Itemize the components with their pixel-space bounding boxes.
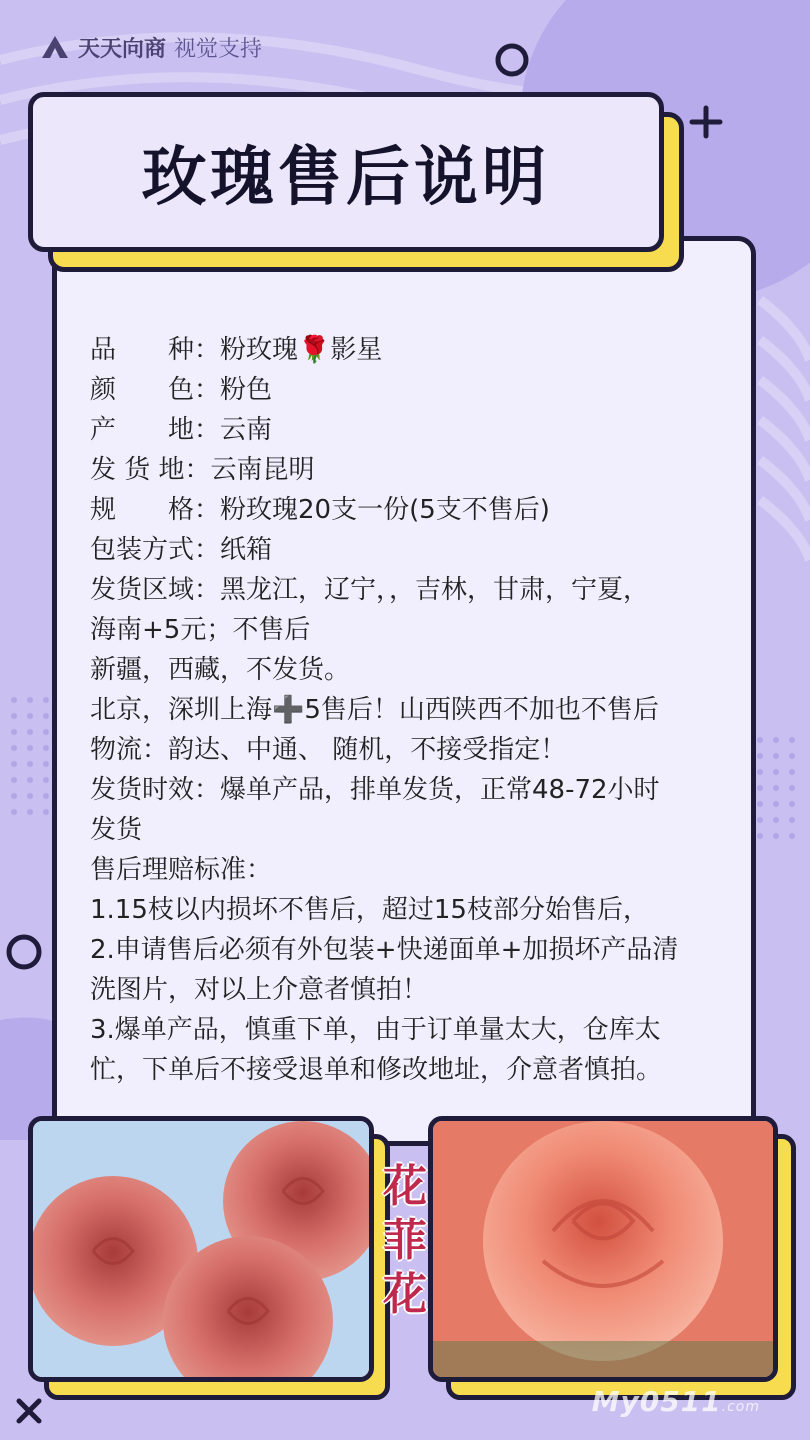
shop-name-label: 花菲花 bbox=[383, 1161, 427, 1320]
page-title: 玫瑰售后说明 bbox=[142, 141, 550, 215]
claim-rule-2: 2.申请售后必须有外包装+快递面单+加损坏产品清 bbox=[90, 935, 679, 965]
watermark bbox=[592, 1385, 760, 1418]
claim-rule-2-cont: 洗图片，对以上介意者慎拍！ bbox=[90, 975, 429, 1005]
claim-rule-3: 3.爆单产品，慎重下单，由于订单量太大，仓库太 bbox=[90, 1015, 661, 1045]
shipping-area: 发货区域：黑龙江，辽宁，，吉林，甘肃，宁夏， bbox=[90, 575, 650, 605]
close-icon bbox=[14, 1396, 44, 1426]
watermark-sub: .com bbox=[721, 1399, 760, 1415]
spec-origin: 产 地：云南 bbox=[90, 415, 273, 445]
brand-suffix: 视觉支持 bbox=[174, 36, 263, 62]
spec-size: 规 格：粉玫瑰20支一份(5支不售后) bbox=[90, 495, 550, 525]
rose-image-left bbox=[33, 1121, 369, 1377]
brand-logo-icon bbox=[40, 34, 70, 60]
watermark-main: My0511 bbox=[591, 1385, 722, 1418]
claim-standard-heading: 售后理赔标准： bbox=[90, 855, 273, 885]
title-box bbox=[28, 92, 664, 252]
claim-rule-3-cont: 忙，下单后不接受退单和修改地址，介意者慎拍。 bbox=[90, 1055, 663, 1085]
shipping-time: 发货时效：爆单产品，排单发货，正常48-72小时 bbox=[90, 775, 660, 805]
spec-color: 颜 色：粉色 bbox=[90, 375, 273, 405]
brand-header bbox=[40, 30, 262, 64]
description-list bbox=[90, 330, 740, 1090]
spec-ship-from: 发 货 地：云南昆明 bbox=[90, 455, 315, 485]
claim-rule-1: 1.15枝以内损坏不售后，超过15枝部分始售后， bbox=[90, 895, 649, 925]
spec-packaging: 包装方式：纸箱 bbox=[90, 535, 273, 565]
no-ship-area: 新疆，西藏，不发货。 bbox=[90, 655, 351, 685]
extra-fee-note: 北京，深圳上海➕5售后！山西陕西不加也不售后 bbox=[90, 695, 659, 725]
spec-variety: 品 种：粉玫瑰🌹影星 bbox=[90, 335, 383, 365]
rose-image-right bbox=[433, 1121, 773, 1377]
shipping-time-cont: 发货 bbox=[90, 815, 143, 845]
plus-icon bbox=[688, 104, 724, 140]
rose-photo-right bbox=[428, 1116, 778, 1382]
circle-icon bbox=[2, 930, 46, 974]
brand-name: 天天向商 bbox=[78, 36, 167, 62]
shipping-area-cont: 海南+5元；不售后 bbox=[90, 615, 311, 645]
rose-photo-left bbox=[28, 1116, 374, 1382]
circle-icon bbox=[492, 40, 532, 80]
logistics: 物流：韵达、中通、 随机，不接受指定！ bbox=[90, 735, 567, 765]
